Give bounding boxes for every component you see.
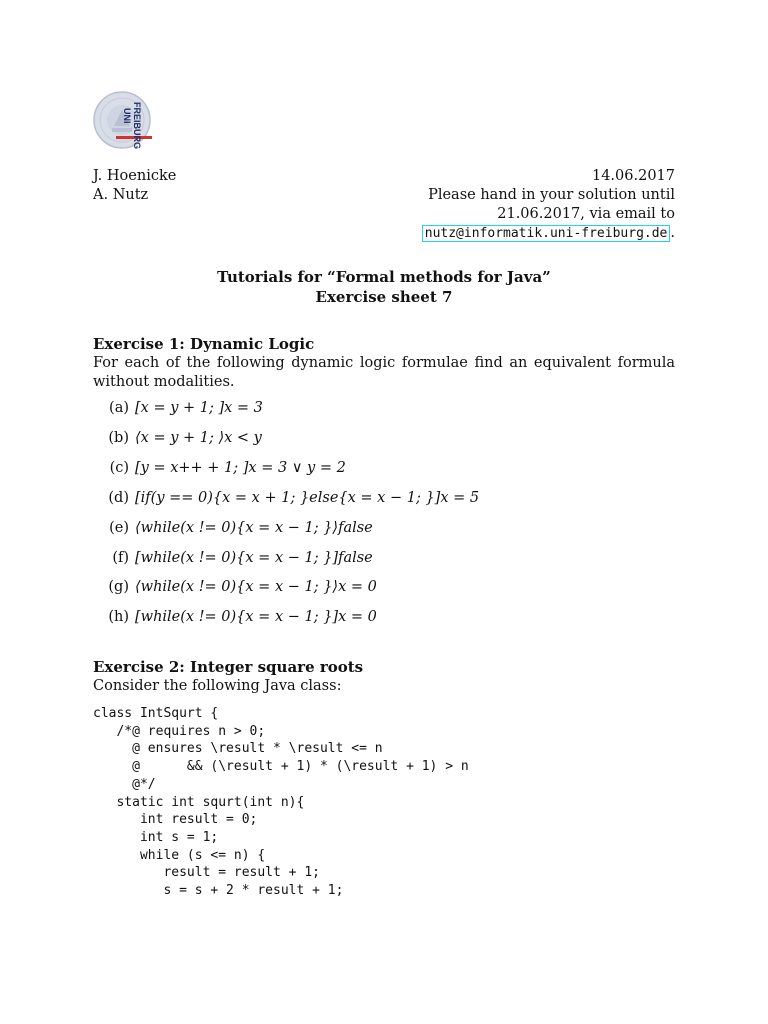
java-code-listing — [93, 705, 469, 900]
code-line: result = result + 1; — [93, 865, 320, 881]
exercise-1-section — [93, 334, 675, 392]
code-line: int s = 1; — [93, 829, 219, 845]
hand-in-line-2: 21.06.2017, via email to — [497, 206, 675, 222]
code-line: while (s <= n) { — [93, 847, 266, 863]
formula-item — [93, 430, 262, 450]
code-line: s = s + 2 * result + 1; — [93, 883, 344, 899]
exercise-1-heading: Exercise 1: Dynamic Logic — [93, 335, 315, 353]
sheet-date: 14.06.2017 — [591, 168, 675, 184]
logo-text-uni: UNI — [122, 108, 132, 124]
code-line: @*/ — [93, 776, 156, 792]
formula-item — [93, 490, 479, 510]
course-title: Tutorials for “Formal methods for Java” — [217, 268, 551, 286]
formula-label: (h) — [108, 609, 129, 625]
code-line: /*@ requires n > 0; — [93, 723, 266, 739]
formula-label: (f) — [112, 550, 129, 566]
formula-text: [while(x != 0){x = x − 1; }]false — [135, 550, 373, 566]
formula-text: [if(y == 0){x = x + 1; }else{x = x − 1; }]x = 5 — [135, 490, 480, 506]
formula-label: (d) — [108, 490, 129, 506]
code-line: static int squrt(int n){ — [93, 794, 305, 810]
formula-label: (b) — [108, 430, 129, 446]
code-line: class IntSqurt { — [93, 706, 219, 721]
formula-text: [while(x != 0){x = x − 1; }]x = 0 — [135, 609, 377, 625]
code-line: int result = 0; — [93, 812, 258, 828]
formula-item — [93, 400, 263, 420]
formula-item — [93, 520, 373, 540]
author-1: J. Hoenicke — [93, 168, 177, 184]
formula-text: ⟨while(x != 0){x = x − 1; }⟩x = 0 — [135, 579, 377, 595]
formula-item — [93, 460, 346, 480]
formula-label: (a) — [109, 400, 129, 416]
exercise-1-intro: For each of the following dynamic logic formulae find an equivalent formula without modalities. — [93, 355, 675, 390]
author-2: A. Nutz — [93, 187, 149, 203]
exercise-2-heading: Exercise 2: Integer square roots — [93, 658, 364, 676]
hand-in-line-1: Please hand in your solution until — [428, 187, 675, 203]
email-link[interactable]: nutz@informatik.uni-freiburg.de — [422, 225, 671, 242]
formula-item — [93, 550, 373, 570]
code-line: @ && (\result + 1) * (\result + 1) > n — [93, 759, 469, 775]
exercise-2-section — [93, 657, 675, 696]
exercise-2-intro: Consider the following Java class: — [93, 678, 342, 694]
code-line: @ ensures \result * \result <= n — [93, 741, 383, 757]
university-seal-logo — [92, 88, 156, 158]
formula-text: ⟨x = y + 1; ⟩x < y — [135, 430, 262, 446]
logo-text-freiburg: FREIBURG — [132, 102, 142, 149]
authors-block — [93, 167, 176, 205]
formula-label: (e) — [109, 520, 129, 536]
formula-item — [93, 579, 377, 599]
formula-label: (g) — [108, 579, 129, 595]
submission-info — [422, 167, 675, 243]
formula-text: [y = x++ + 1; ]x = 3 ∨ y = 2 — [135, 460, 346, 476]
formula-text: [x = y + 1; ]x = 3 — [135, 400, 263, 416]
formula-item — [93, 609, 377, 629]
formula-label: (c) — [109, 460, 129, 476]
email-suffix: . — [670, 225, 675, 241]
sheet-number: Exercise sheet 7 — [315, 288, 453, 306]
formula-text: ⟨while(x != 0){x = x − 1; }⟩false — [135, 520, 373, 536]
sheet-title — [0, 267, 768, 307]
